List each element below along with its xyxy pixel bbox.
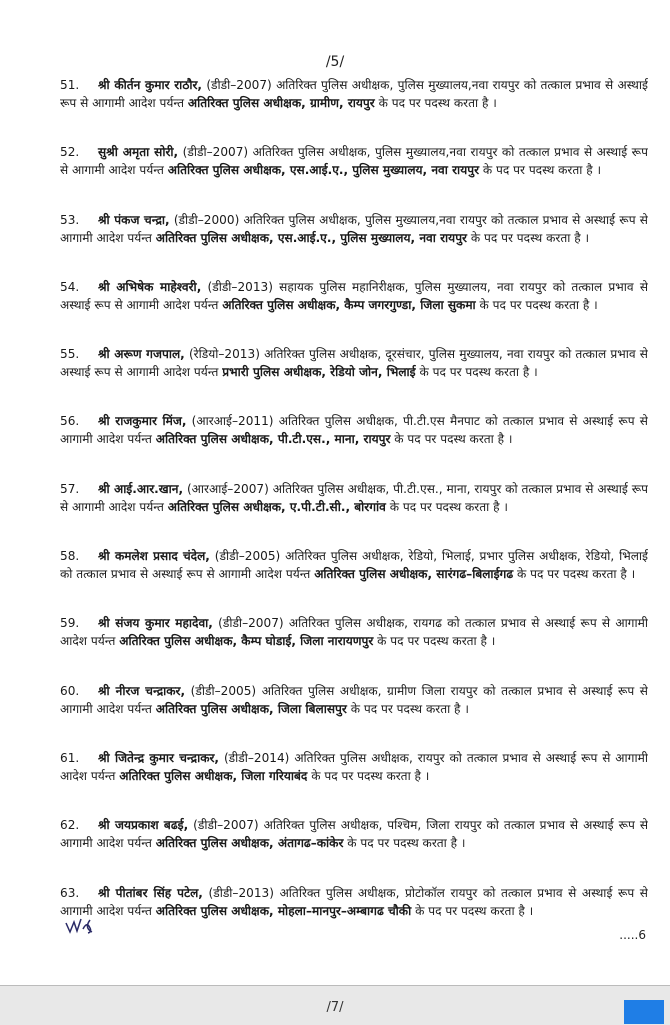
current-posting-text: सहायक पुलिस महानिरीक्षक, पुलिस मुख्यालय, नवा रायपुर को तत्काल प्रभाव से अस्थाई रूप से आगामी आदेश पर्यन्त — [60, 279, 648, 312]
officer-name: सुश्री अमृता सोरी, — [98, 145, 179, 160]
officer-name: श्री अरूण गजपाल, — [98, 347, 185, 362]
closing-text: के पद पर पदस्थ करता है । — [482, 163, 602, 178]
officer-name: श्री जयप्रकाश बढई, — [98, 818, 189, 833]
officer-name: श्री कीर्तन कुमार राठौर, — [98, 78, 203, 92]
new-posting: प्रभारी पुलिस अधीक्षक, रेडियो जोन, भिलाई — [222, 365, 416, 380]
order-entry — [60, 211, 648, 278]
entry-number: 59. — [60, 616, 80, 631]
current-posting-text: अतिरिक्त पुलिस अधीक्षक, प्रोटोकॉल रायपुर को तत्काल प्रभाव से अस्थाई रूप से आगामी आदेश पर्यन्त — [60, 885, 648, 918]
closing-text: के पद पर पदस्थ करता है । — [347, 836, 466, 851]
order-entries-list — [60, 76, 648, 951]
current-posting-text: अतिरिक्त पुलिस अधीक्षक, रेडियो, भिलाई, प्रभार पुलिस अधीक्षक, रेडियो, भिलाई को तत्काल प्रभाव से अस्थाई रूप से आगामी आदेश पर्यन्त — [60, 549, 648, 582]
continued-marker: .....6 — [619, 928, 646, 942]
service-batch: (रेडियो–2013) — [188, 347, 260, 362]
new-posting: अतिरिक्त पुलिस अधीक्षक, एस.आई.ए., पुलिस मुख्यालय, नवा रायपुर — [155, 230, 468, 245]
closing-text: के पद पर पदस्थ करता है । — [350, 701, 469, 716]
order-entry — [60, 76, 648, 143]
officer-name: श्री संजय कुमार महादेवा, — [98, 616, 213, 631]
service-batch: (डीडी–2005) — [214, 549, 281, 564]
new-posting: अतिरिक्त पुलिस अधीक्षक, जिला बिलासपुर — [155, 701, 347, 716]
entry-number: 56. — [60, 414, 80, 429]
closing-text: के पद पर पदस्थ करता है । — [479, 297, 598, 312]
current-posting-text: अतिरिक्त पुलिस अधीक्षक, पश्चिम, जिला रायपुर को तत्काल प्रभाव से अस्थाई रूप से आगामी आदेश पर्यन्त — [60, 818, 648, 851]
order-entry — [60, 278, 648, 345]
current-posting-text: अतिरिक्त पुलिस अधीक्षक, पुलिस मुख्यालय,नवा रायपुर को तत्काल प्रभाव से अस्थाई रूप से आगामी आदेश पर्यन्त — [60, 212, 648, 245]
entry-number: 63. — [60, 885, 80, 900]
new-posting: अतिरिक्त पुलिस अधीक्षक, ए.पी.टी.सी., बोरगांव — [167, 499, 386, 514]
current-posting-text: अतिरिक्त पुलिस अधीक्षक, पी.टी.एस मैनपाट को तत्काल प्रभाव से अस्थाई रूप से आगामी आदेश पर्यन्त — [60, 414, 648, 447]
closing-text: के पद पर पदस्थ करता है । — [470, 230, 590, 245]
new-posting: अतिरिक्त पुलिस अधीक्षक, एस.आई.ए., पुलिस मुख्यालय, नवा रायपुर — [167, 163, 480, 178]
service-batch: (डीडी–2005) — [190, 683, 257, 698]
officer-name: श्री अभिषेक माहेश्वरी, — [98, 279, 202, 294]
entry-number: 52. — [60, 145, 80, 160]
current-posting-text: अतिरिक्त पुलिस अधीक्षक, रायपुर को तत्काल प्रभाव से अस्थाई रूप से आगामी आदेश पर्यन्त — [60, 750, 648, 783]
service-batch: (डीडी–2007) — [206, 78, 272, 92]
new-posting: अतिरिक्त पुलिस अधीक्षक, ग्रामीण, रायपुर — [187, 96, 375, 110]
closing-text: के पद पर पदस्थ करता है । — [377, 634, 496, 649]
entry-number: 51. — [60, 78, 80, 92]
officer-name: श्री पंकज चन्द्रा, — [98, 212, 170, 227]
scroll-button[interactable] — [624, 1000, 664, 1024]
service-batch: (डीडी–2007) — [193, 818, 259, 833]
closing-text: के पद पर पदस्थ करता है । — [389, 499, 508, 514]
entry-number: 60. — [60, 683, 80, 698]
closing-text: के पद पर पदस्थ करता है । — [378, 96, 497, 110]
service-batch: (डीडी–2013) — [208, 885, 274, 900]
service-batch: (डीडी–2007) — [218, 616, 284, 631]
officer-name: श्री राजकुमार मिंज, — [98, 414, 187, 429]
new-posting: अतिरिक्त पुलिस अधीक्षक, मोहला–मानपुर–अम्बागढ चौकी — [155, 903, 412, 918]
entry-number: 62. — [60, 818, 80, 833]
current-posting-text: अतिरिक्त पुलिस अधीक्षक, पी.टी.एस., माना, रायपुर को तत्काल प्रभाव से अस्थाई रूप से आगामी आदेश पर्यन्त — [60, 481, 648, 514]
new-posting: अतिरिक्त पुलिस अधीक्षक, सारंगढ–बिलाईगढ — [314, 567, 514, 582]
officer-name: श्री जितेन्द्र कुमार चन्द्राकर, — [98, 750, 220, 765]
officer-name: श्री नीरज चन्द्राकर, — [98, 683, 186, 698]
new-posting: अतिरिक्त पुलिस अधीक्षक, जिला गरियाबंद — [119, 768, 308, 783]
new-posting: अतिरिक्त पुलिस अधीक्षक, कैम्प जगरगुण्डा, जिला सुकमा — [222, 297, 476, 312]
initials-signature — [64, 914, 98, 936]
entry-number: 58. — [60, 549, 80, 564]
order-entry — [60, 480, 648, 547]
next-page-preview — [0, 985, 670, 1025]
new-posting: अतिरिक्त पुलिस अधीक्षक, अंतागढ–कांकेर — [155, 836, 344, 851]
order-entry — [60, 884, 648, 951]
entry-number: 57. — [60, 481, 80, 496]
officer-name: श्री कमलेश प्रसाद चंदेल, — [98, 549, 210, 564]
closing-text: के पद पर पदस्थ करता है । — [419, 365, 538, 380]
order-entry — [60, 143, 648, 210]
current-posting-text: अतिरिक्त पुलिस अधीक्षक, रायगढ को तत्काल प्रभाव से अस्थाई रूप से आगामी आदेश पर्यन्त — [60, 616, 648, 649]
order-entry — [60, 345, 648, 412]
entry-number: 53. — [60, 212, 80, 227]
entry-number: 55. — [60, 347, 80, 362]
current-posting-text: अतिरिक्त पुलिस अधीक्षक, दूरसंचार, पुलिस मुख्यालय, नवा रायपुर को तत्काल प्रभाव से अस्थाई रूप से आगामी आदेश पर्यन्त — [60, 347, 648, 380]
service-batch: (आरआई–2007) — [186, 481, 269, 496]
order-entry — [60, 749, 648, 816]
order-entry — [60, 816, 648, 883]
service-batch: (डीडी–2013) — [207, 279, 273, 294]
order-entry — [60, 682, 648, 749]
current-posting-text: अतिरिक्त पुलिस अधीक्षक, ग्रामीण जिला रायपुर को तत्काल प्रभाव से अस्थाई रूप से आगामी आदेश पर्यन्त — [60, 683, 648, 716]
service-batch: (डीडी–2000) — [173, 212, 240, 227]
closing-text: के पद पर पदस्थ करता है । — [311, 768, 430, 783]
officer-name: श्री पीतांबर सिंह पटेल, — [98, 885, 203, 900]
service-batch: (डीडी–2014) — [223, 750, 290, 765]
closing-text: के पद पर पदस्थ करता है । — [516, 567, 636, 582]
order-entry — [60, 412, 648, 479]
service-batch: (डीडी–2007) — [182, 145, 249, 160]
order-entry — [60, 547, 648, 614]
entry-number: 61. — [60, 750, 80, 765]
service-batch: (आरआई–2011) — [191, 414, 274, 429]
closing-text: के पद पर पदस्थ करता है । — [394, 432, 513, 447]
new-posting: अतिरिक्त पुलिस अधीक्षक, कैम्प घोडाई, जिला नारायणपुर — [119, 634, 374, 649]
page-number: /5/ — [325, 54, 345, 70]
entry-number: 54. — [60, 279, 80, 294]
new-posting: अतिरिक्त पुलिस अधीक्षक, पी.टी.एस., माना, रायपुर — [155, 432, 391, 447]
closing-text: के पद पर पदस्थ करता है । — [415, 903, 534, 918]
current-posting-text: अतिरिक्त पुलिस अधीक्षक, पुलिस मुख्यालय,नवा रायपुर को तत्काल प्रभाव से अस्थाई रूप से आगामी आदेश पर्यन्त — [60, 145, 648, 178]
order-entry — [60, 614, 648, 681]
current-posting-text: अतिरिक्त पुलिस अधीक्षक, पुलिस मुख्यालय,नवा रायपुर को तत्काल प्रभाव से अस्थाई रूप से आगामी आदेश पर्यन्त — [60, 78, 648, 110]
next-page-number: /7/ — [326, 1000, 344, 1015]
officer-name: श्री आई.आर.खान, — [98, 481, 184, 496]
